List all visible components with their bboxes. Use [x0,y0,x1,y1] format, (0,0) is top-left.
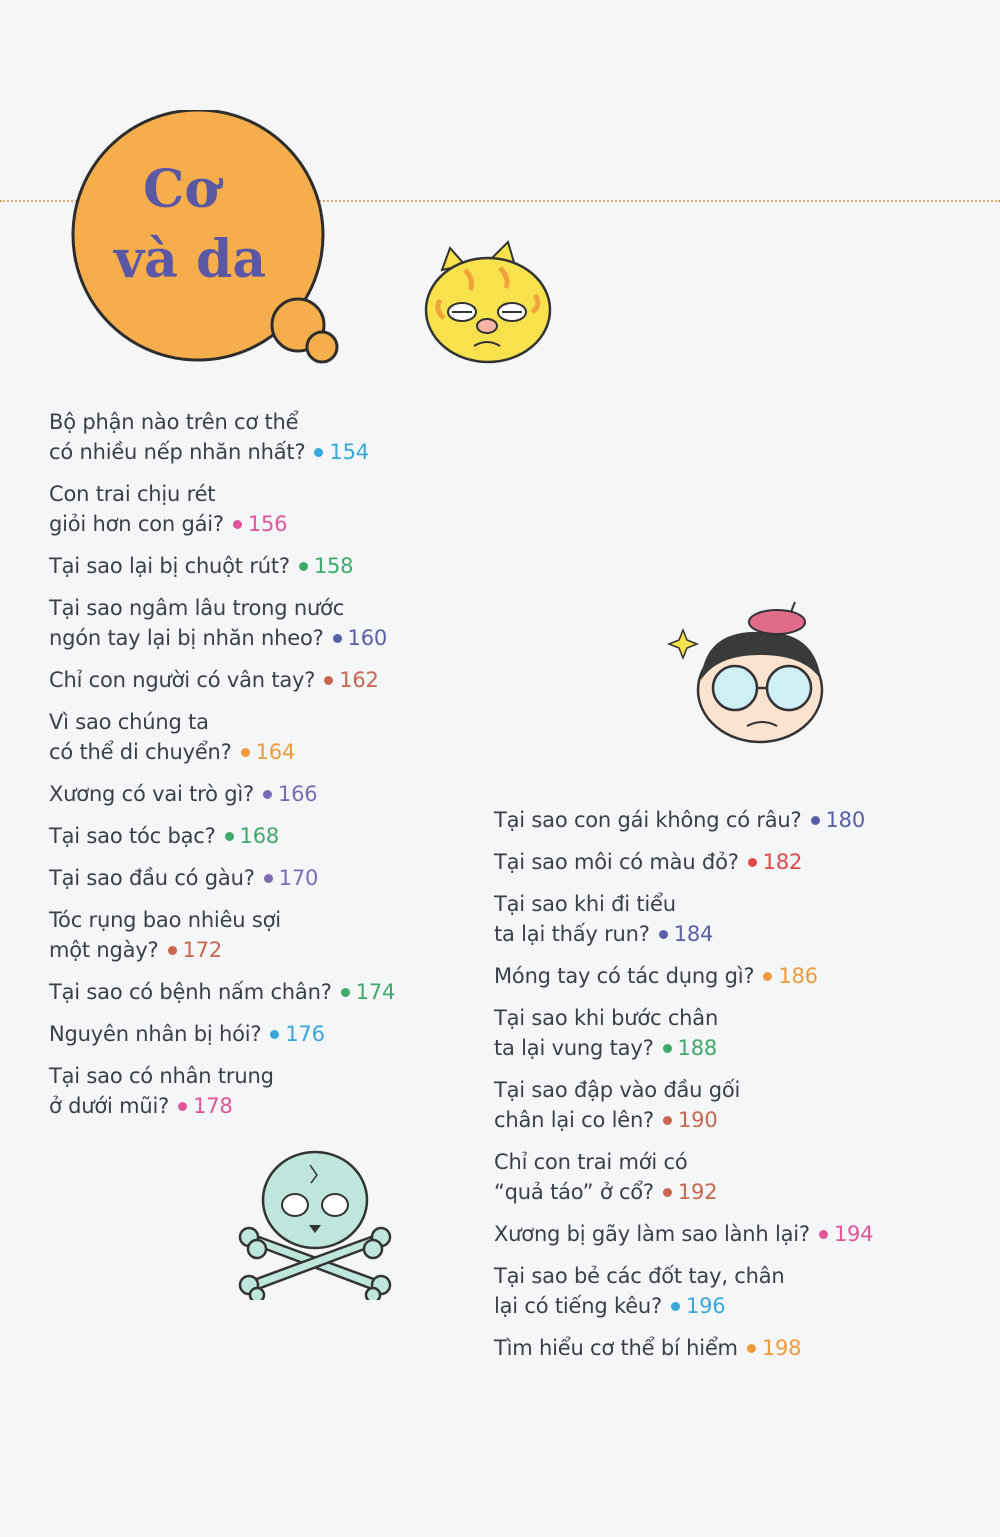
toc-entry[interactable] [494,1261,974,1321]
toc-entry-title: Tìm hiểu cơ thể bí hiểm [494,1336,738,1360]
toc-entry-title: Móng tay có tác dụng gì? [494,964,755,988]
toc-entry-title: Tại sao đầu có gàu? [49,866,255,890]
toc-entry-title: Con trai chịu rét giỏi hơn con gái? [49,482,224,536]
toc-entry[interactable] [49,407,469,467]
toc-entry-title: Tại sao tóc bạc? [49,824,216,848]
toc-entry-title: Vì sao chúng ta có thể di chuyển? [49,710,232,764]
toc-entry-title: Chỉ con trai mới có “quả táo” ở cổ? [494,1150,688,1204]
toc-entry-page-number: 174 [355,980,396,1004]
toc-entry[interactable] [49,821,469,851]
bullet-dot-icon [748,858,757,867]
toc-entry-title: Tại sao con gái không có râu? [494,808,802,832]
toc-entry[interactable] [49,905,469,965]
toc-entry-page-number: 154 [329,440,369,464]
toc-entry[interactable] [49,593,469,653]
bullet-dot-icon [263,790,272,799]
toc-entry-title: Tại sao khi bước chân ta lại vung tay? [494,1006,719,1060]
toc-entry[interactable] [49,1061,469,1121]
toc-entry[interactable] [49,779,469,809]
chapter-title [70,155,310,295]
toc-entry-page-number: 192 [677,1180,718,1204]
bullet-dot-icon [225,832,234,841]
toc-entry-title: Bộ phận nào trên cơ thể có nhiều nếp nhăn nhất? [49,410,306,464]
toc-list-right [494,805,974,1375]
toc-entry[interactable] [494,1075,974,1135]
toc-entry-page-number: 184 [673,922,714,946]
cat-face-illustration [420,240,560,365]
toc-entry-page-number: 160 [347,626,388,650]
boy-face-illustration [665,600,835,750]
toc-entry[interactable] [49,863,469,893]
toc-entry-title: Tại sao môi có màu đỏ? [494,850,739,874]
bullet-dot-icon [663,1116,672,1125]
toc-entry-title: Nguyên nhân bị hói? [49,1022,262,1046]
toc-entry[interactable] [49,551,469,581]
toc-entry-page-number: 180 [825,808,865,832]
bullet-dot-icon [763,972,772,981]
toc-entry-page-number: 198 [761,1336,802,1360]
toc-entry-page-number: 176 [285,1022,325,1046]
toc-entry-page-number: 196 [685,1294,726,1318]
bullet-dot-icon [333,634,342,643]
toc-entry-title: Tại sao bẻ các đốt tay, chân lại có tiếng kêu? [494,1264,785,1318]
toc-entry-page-number: 194 [833,1222,874,1246]
bullet-dot-icon [341,988,350,997]
bullet-dot-icon [168,946,177,955]
chapter-title-line1: Cơ [142,159,220,220]
toc-entry-title: Tại sao ngâm lâu trong nước ngón tay lại bị nhăn nheo? [49,596,345,650]
toc-entry-title: Xương có vai trò gì? [49,782,254,806]
toc-entry-page-number: 162 [339,668,379,692]
toc-entry[interactable] [494,1147,974,1207]
toc-entry-page-number: 188 [677,1036,718,1060]
toc-entry-title: Tại sao lại bị chuột rút? [49,554,290,578]
toc-list-left [49,407,469,1133]
toc-entry-title: Tóc rụng bao nhiêu sợi một ngày? [49,908,281,962]
toc-entry-title: Tại sao khi đi tiểu ta lại thấy run? [494,892,676,946]
bullet-dot-icon [233,520,242,529]
toc-entry-page-number: 164 [255,740,296,764]
toc-entry[interactable] [49,1019,469,1049]
bullet-dot-icon [264,874,273,883]
toc-entry[interactable] [494,889,974,949]
toc-entry[interactable] [494,1003,974,1063]
bullet-dot-icon [270,1030,279,1039]
toc-entry-title: Tại sao có bệnh nấm chân? [49,980,332,1004]
toc-entry[interactable] [494,961,974,991]
bullet-dot-icon [663,1044,672,1053]
toc-entry[interactable] [49,665,469,695]
bullet-dot-icon [663,1188,672,1197]
bullet-dot-icon [811,816,820,825]
toc-entry-page-number: 168 [239,824,280,848]
toc-entry-title: Chỉ con người có vân tay? [49,668,316,692]
chapter-title-line2: và da [113,229,267,291]
toc-entry-page-number: 156 [247,512,288,536]
toc-entry[interactable] [494,1219,974,1249]
bullet-dot-icon [324,676,333,685]
toc-entry-page-number: 158 [313,554,354,578]
bullet-dot-icon [659,930,668,939]
bullet-dot-icon [747,1344,756,1353]
toc-entry[interactable] [494,805,974,835]
toc-entry-page-number: 190 [678,1108,718,1132]
bullet-dot-icon [299,562,308,571]
toc-entry-page-number: 178 [193,1094,233,1118]
toc-entry-page-number: 186 [778,964,818,988]
toc-entry[interactable] [49,479,469,539]
skull-crossbones-illustration [235,1145,395,1300]
toc-entry-title: Tại sao có nhân trung ở dưới mũi? [49,1064,274,1118]
toc-entry[interactable] [494,1333,974,1363]
toc-entry[interactable] [49,977,469,1007]
toc-entry-page-number: 170 [278,866,319,890]
toc-entry-title: Tại sao đập vào đầu gối chân lại co lên? [494,1078,741,1132]
toc-entry-page-number: 182 [762,850,803,874]
bullet-dot-icon [819,1230,828,1239]
bullet-dot-icon [178,1102,187,1111]
toc-entry[interactable] [49,707,469,767]
toc-entry-title: Xương bị gãy làm sao lành lại? [494,1222,810,1246]
toc-entry-page-number: 166 [277,782,318,806]
bullet-dot-icon [241,748,250,757]
toc-entry[interactable] [494,847,974,877]
bullet-dot-icon [314,448,323,457]
bullet-dot-icon [671,1302,680,1311]
toc-entry-page-number: 172 [182,938,222,962]
